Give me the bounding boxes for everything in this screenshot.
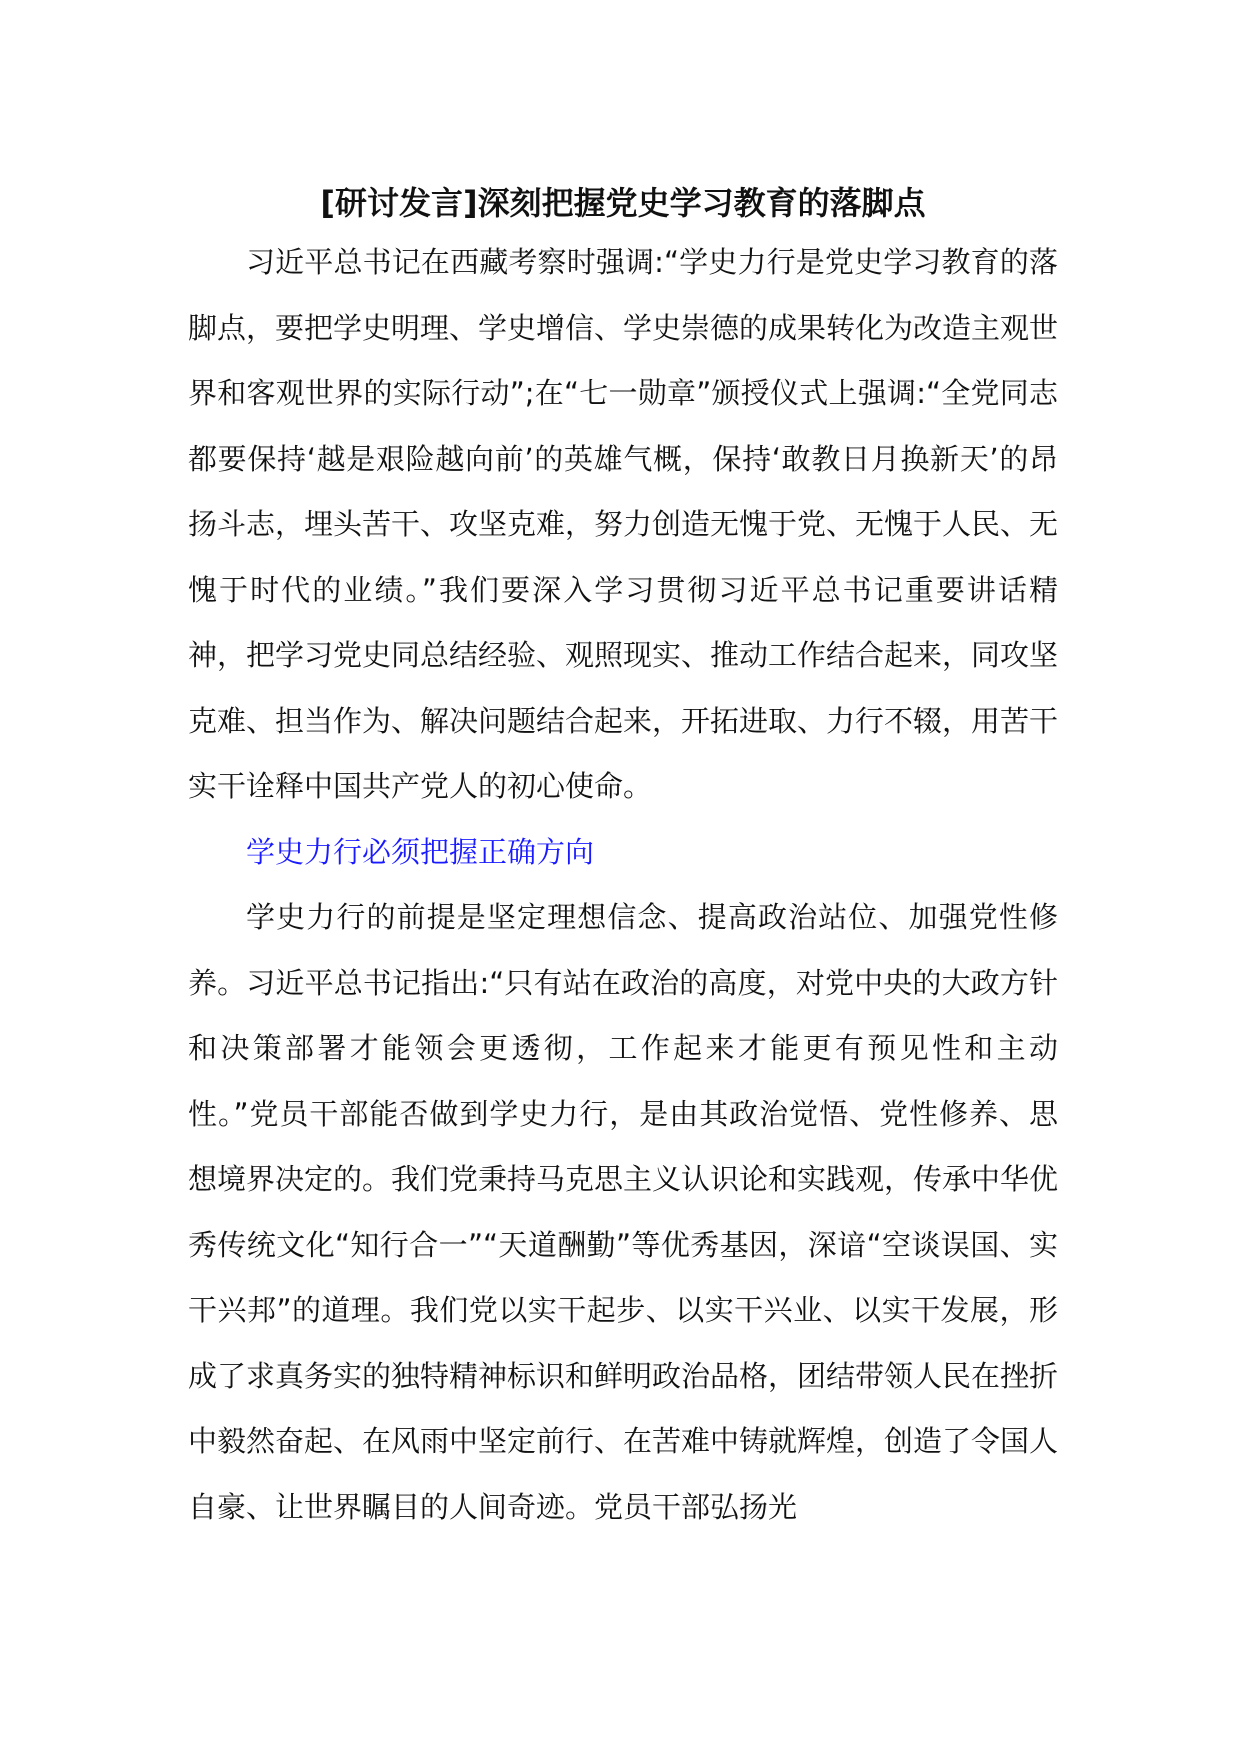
document-page [188, 176, 1058, 1540]
document-title: [研讨发言]深刻把握党史学习教育的落脚点 [320, 184, 926, 222]
section-heading: 学史力行必须把握正确方向 [246, 834, 595, 869]
paragraph-intro: 习近平总书记在西藏考察时强调:“学史力行是党史学习教育的落脚点，要把学史明理、学史增信、学史崇德的成果转化为改造主观世界和客观世界的实际行动”;在“七一勋章”颁授仪式上强调:“全党同志都要保持‘越是艰险越向前’的英雄气概，保持‘敢教日月换新天’的昂扬斗志，埋头苦干、攻坚克难，努力创造无愧于党、无愧于人民、无愧于时代的业绩。”我们要深入学习贯彻习近平总书记重要讲话精神，把学习党史同总结经验、观照现实、推动工作结合起来，同攻坚克难、担当作为、解决问题结合起来，开拓进取、力行不辍，用苦干实干诠释中国共产党人的初心使命。 [188, 245, 1059, 803]
paragraph-direction: 学史力行的前提是坚定理想信念、提高政治站位、加强党性修养。习近平总书记指出:“只有站在政治的高度，对党中央的大政方针和决策部署才能领会更透彻，工作起来才能更有预见性和主动性。”党员干部能否做到学史力行，是由其政治觉悟、党性修养、思想境界决定的。我们党秉持马克思主义认识论和实践观，传承中华优秀传统文化“知行合一”“天道酬勤”等优秀基因，深谙“空谈误国、实干兴邦”的道理。我们党以实干起步、以实干兴业、以实干发展，形成了求真务实的独特精神标识和鲜明政治品格，团结带领人民在挫折中毅然奋起、在风雨中坚定前行、在苦难中铸就辉煌，创造了令国人自豪、让世界瞩目的人间奇迹。党员干部弘扬光 [188, 900, 1059, 1524]
